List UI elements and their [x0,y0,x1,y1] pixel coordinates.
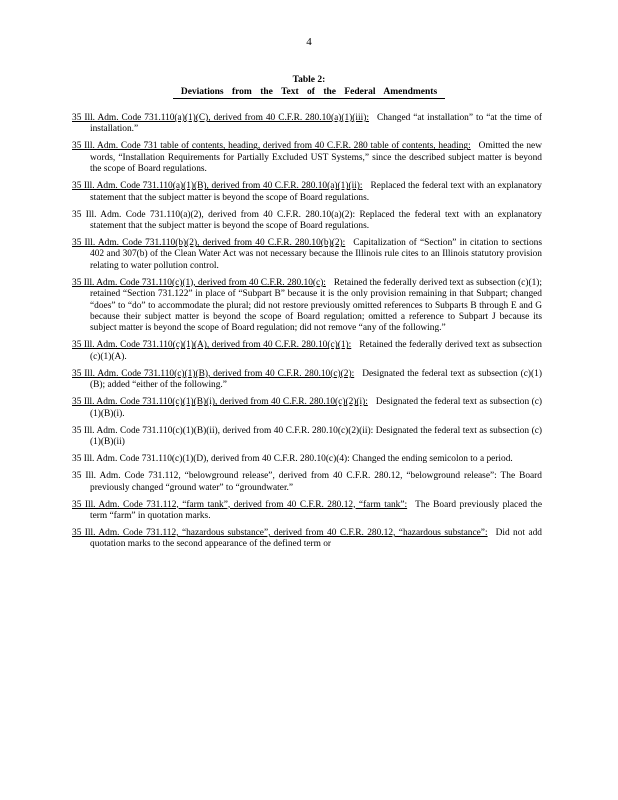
entry-citation: 35 Ill. Adm. Code 731 table of contents, heading, derived from 40 C.F.R. 280 table of contents, heading: [72,141,471,152]
entry-text: Changed “at installation” to “at the time of installation.” [90,113,543,135]
deviation-entry [72,113,542,136]
entry-citation: 35 Ill. Adm. Code 731.112, “hazardous substance”, derived from 40 C.F.R. 280.12, “hazardous substance”: [72,527,488,538]
entry-text: Retained the federally derived text as subsection (c)(1); retained “Section 731.122” in place of “Subpart B” because it is the only provision remaining in that Subpart; changed “does” to “do” to accommodate the plural; did not restore previously omitted references to Subparts B through E and G because their subject matter is beyond the scope of Board regulation; omitted a reference to Subpart J because its subject matter is beyond the scope of Board regulation; did not remove “any of the following.” [90,277,542,334]
deviation-entry [72,181,542,204]
table-heading [0,74,618,99]
entry-text: Capitalization of “Section” in citation to sections 402 and 307(b) of the Clean Water Act was not necessary because the Illinois rule cites to an Illinois statutory provision relating to water pollution control. [90,238,542,271]
entry-citation: 35 Ill. Adm. Code 731.110(c)(1), derived from 40 C.F.R. 280.10(c): [72,277,326,288]
deviation-entry [72,454,542,465]
deviation-entry [72,528,542,551]
entry-text: The Board previously placed the term “farm” in quotation marks. [90,499,542,521]
deviation-entry [72,426,542,449]
deviation-entry [72,471,542,494]
entry-text: 35 Ill. Adm. Code 731.110(a)(2), derived from 40 C.F.R. 280.10(a)(2): Replaced the federal text with an explanatory statement that the subject matter is beyond the scope of Board regulations. [72,209,542,232]
entry-citation: 35 Ill. Adm. Code 731.110(a)(1)(C), derived from 40 C.F.R. 280.10(a)(1)(iii): [72,113,369,123]
table-label: Table 2: [292,75,326,85]
deviation-entry [72,210,542,233]
deviation-entry [72,397,542,420]
entry-text: 35 Ill. Adm. Code 731.110(c)(1)(B)(ii), derived from 40 C.F.R. 280.10(c)(2)(ii): Designated the federal text as subsection (c)(1)(B)(ii) [72,425,542,448]
deviation-entry [72,500,542,523]
entry-text: Designated the federal text as subsection (c)(1)(B)(i). [90,397,543,419]
deviation-entry [72,141,542,175]
entry-text: Designated the federal text as subsection (c)(1)(B); added “either of the following.” [90,368,542,391]
deviation-entry [72,238,542,272]
entry-citation: 35 Ill. Adm. Code 731.110(c)(1)(B)(i), derived from 40 C.F.R. 280.10(c)(2)(i): [72,397,368,408]
entry-citation: 35 Ill. Adm. Code 731.110(c)(1)(B), derived from 40 C.F.R. 280.10(c)(2): [72,368,355,379]
entry-text: 35 Ill. Adm. Code 731.112, “belowground release”, derived from 40 C.F.R. 280.12, “belowground release”: The Board previously changed “ground water” to “groundwater.” [72,471,542,493]
table-subtitle: Deviations from the Text of the Federal Amendments [173,86,445,99]
entry-text: 35 Ill. Adm. Code 731.110(c)(1)(D), derived from 40 C.F.R. 280.10(c)(4): Changed the ending semicolon to a period. [72,454,513,465]
entry-text: Replaced the federal text with an explanatory statement that the subject matter is beyond the scope of Board regulations. [90,181,542,203]
deviation-entry [72,369,542,392]
entry-citation: 35 Ill. Adm. Code 731.110(b)(2), derived from 40 C.F.R. 280.10(b)(2): [72,238,346,249]
entry-citation: 35 Ill. Adm. Code 731.112, “farm tank”, derived from 40 C.F.R. 280.12, “farm tank”: [72,499,408,510]
entry-citation: 35 Ill. Adm. Code 731.110(a)(1)(B), derived from 40 C.F.R. 280.10(a)(1)(ii): [72,181,363,192]
entry-text: Did not add quotation marks to the second appearance of the defined term or [90,527,542,550]
entry-text: Omitted the new words, “Installation Requirements for Partially Excluded UST Systems,” since the described subject matter is beyond the scope of Board regulations. [90,141,542,175]
deviation-list [72,113,542,556]
deviation-entry [72,340,542,363]
entry-citation: 35 Ill. Adm. Code 731.110(c)(1)(A), derived from 40 C.F.R. 280.10(c)(1): [72,340,352,351]
deviation-entry [72,278,542,335]
entry-text: Retained the federally derived text as subsection (c)(1)(A). [90,340,542,362]
page-number: 4 [306,36,312,48]
